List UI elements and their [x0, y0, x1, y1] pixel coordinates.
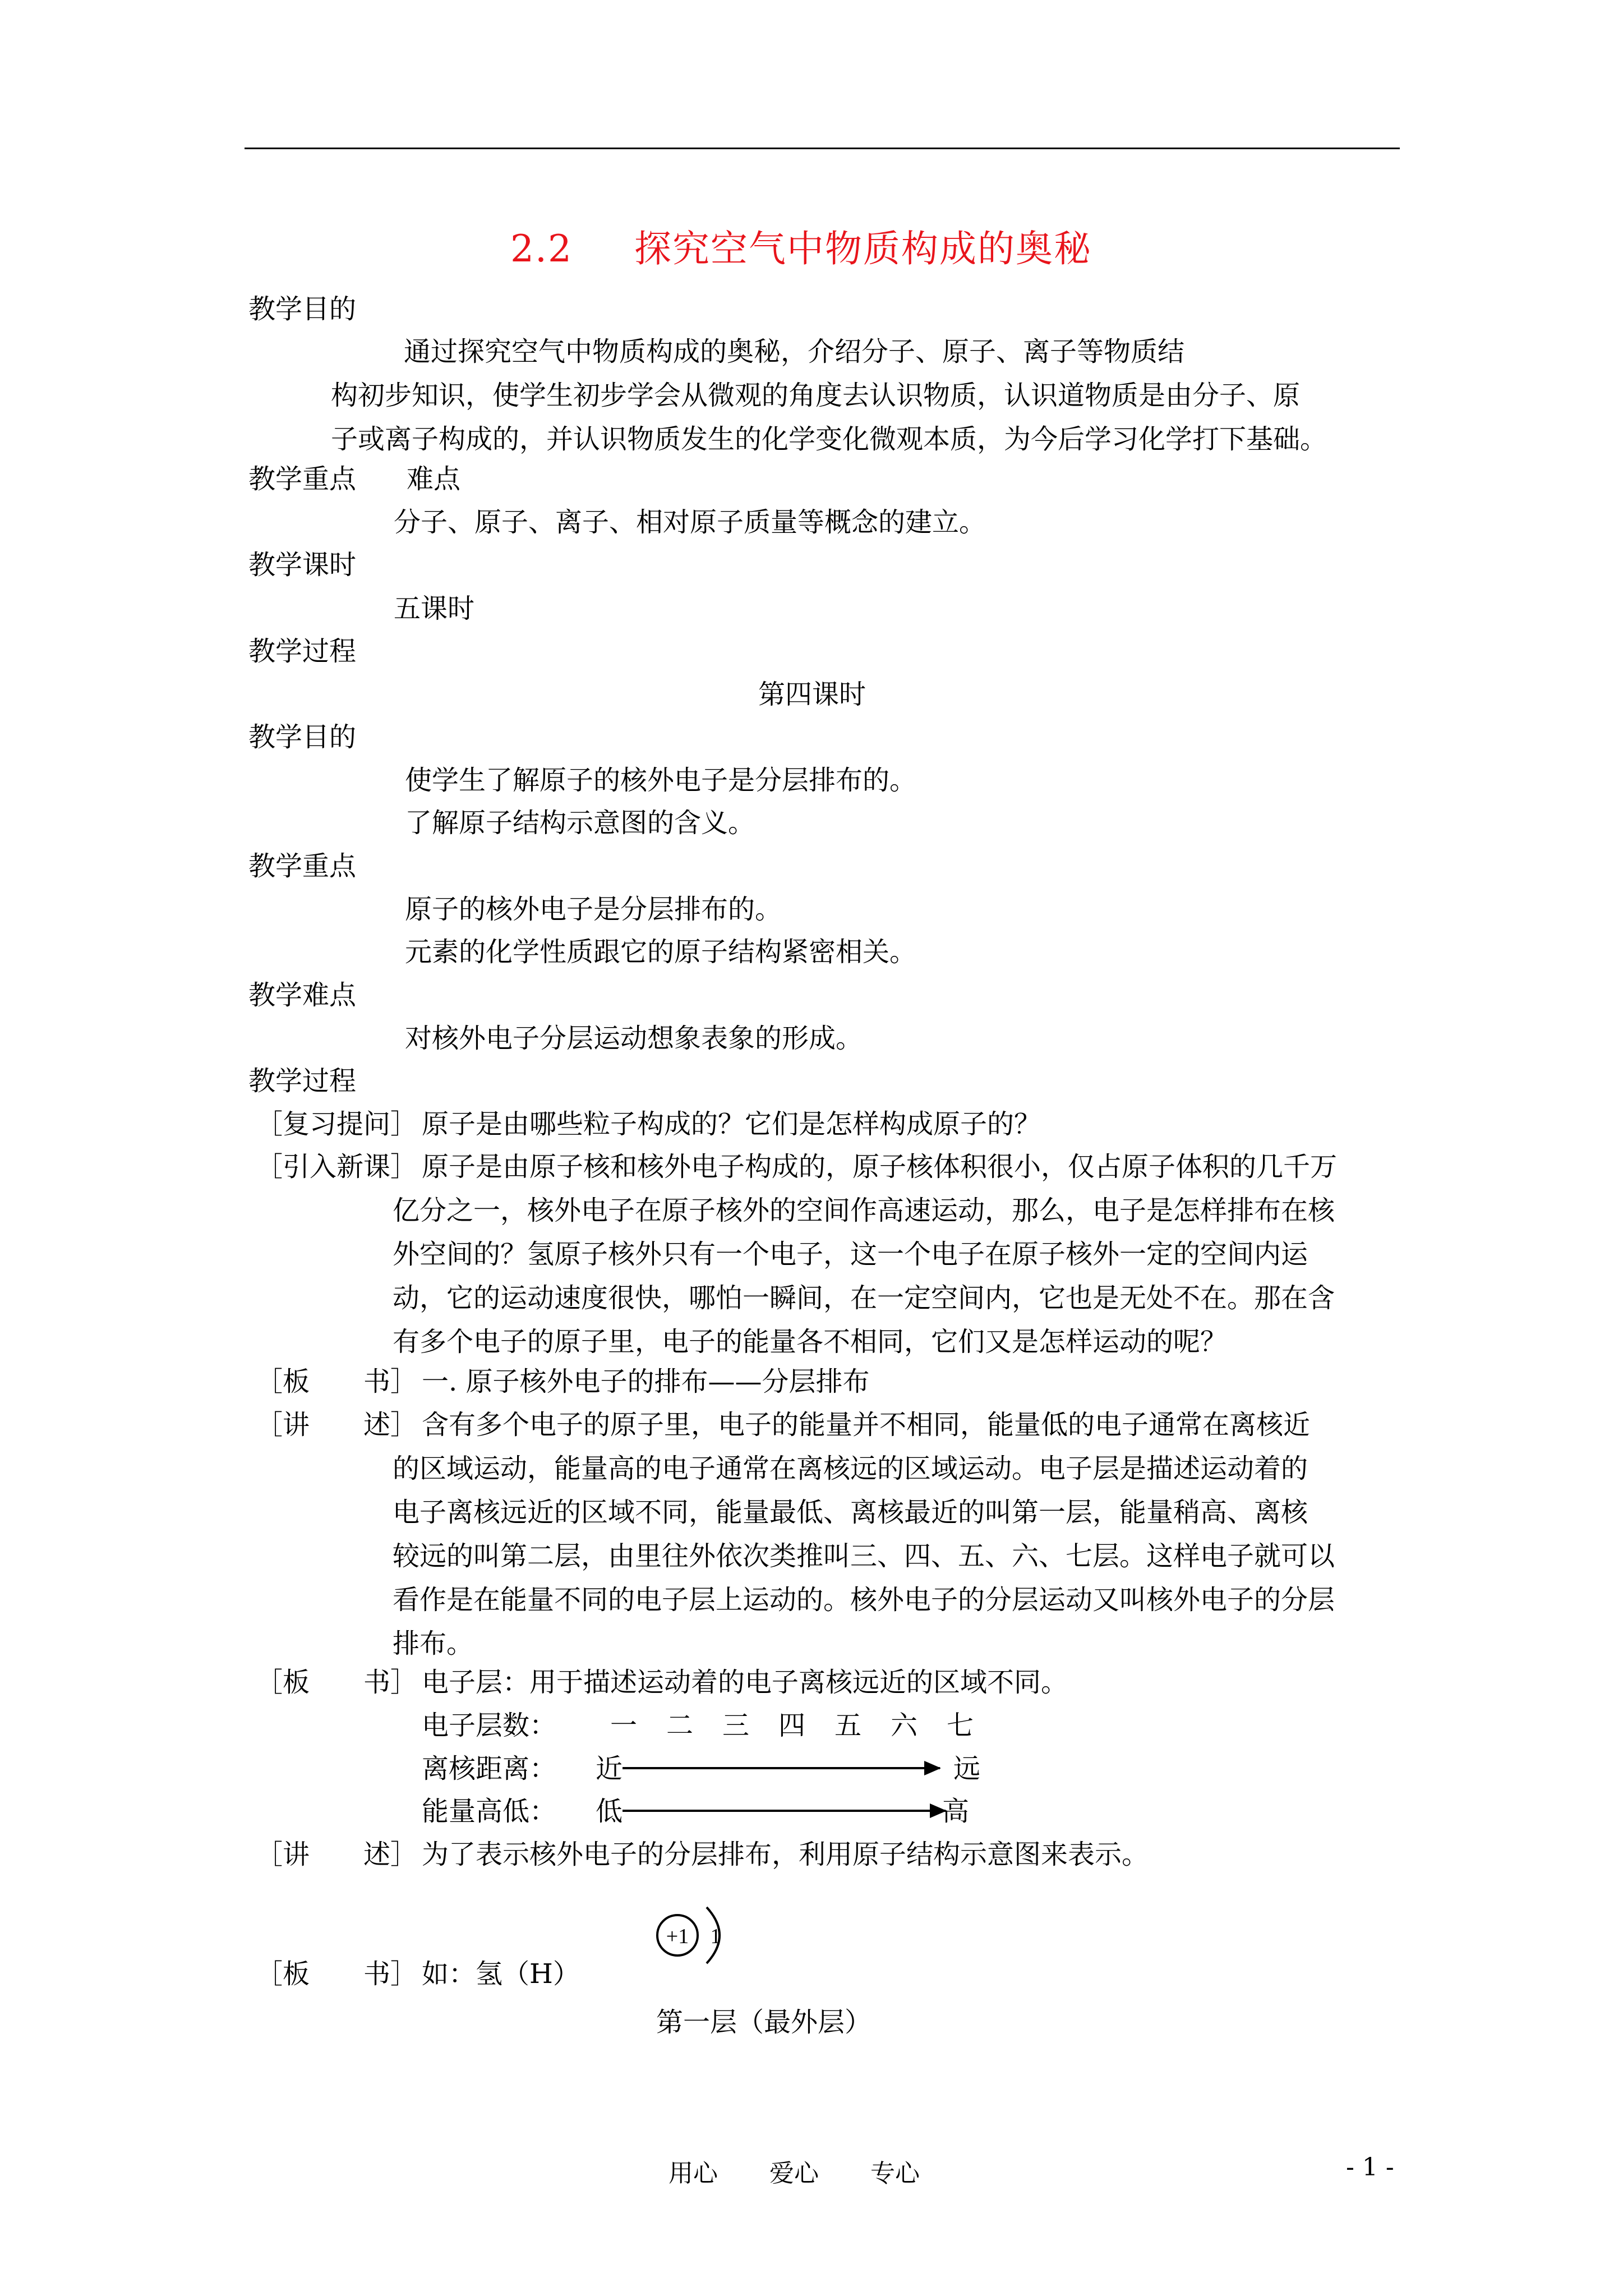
lecture-2-text: 为了表示核外电子的分层排布，利用原子结构示意图来表示。: [422, 1839, 1149, 1870]
footer-slogan-3: 专心: [870, 2159, 920, 2188]
layer-label: 电子层数：: [422, 1710, 557, 1741]
page-number: - 1 -: [1346, 2153, 1394, 2182]
layer-cell: 二: [666, 1710, 693, 1741]
footer-slogan-1: 用心: [668, 2159, 718, 2188]
lesson-key-2: 元素的化学性质跟它的原子结构紧密相关。: [405, 936, 917, 968]
intro-line: 原子是由原子核和核外电子构成的，原子核体积很小，仅占原子体积的几千万: [422, 1151, 1338, 1182]
lecture-line: 含有多个电子的原子里，电子的能量并不相同，能量低的电子通常在离核近: [422, 1409, 1311, 1441]
lesson-key-1: 原子的核外电子是分层排布的。: [405, 894, 782, 925]
goal-line: 构初步知识，使学生初步学会从微观的角度去认识物质，认识道物质是由分子、原: [331, 380, 1301, 411]
distance-label: 离核距离：: [422, 1753, 557, 1784]
page-title: [510, 219, 1092, 272]
board-tag-1: ［板 书］: [256, 1366, 418, 1397]
lecture-1-paragraph: [393, 1403, 1335, 1665]
key-text: 分子、原子、离子、相对原子质量等概念的建立。: [394, 507, 986, 538]
lecture-line: 排布。: [393, 1628, 474, 1659]
board-1-text: 一. 原子核外电子的排布——分层排布: [422, 1366, 870, 1397]
layer-cell: 七: [946, 1710, 974, 1741]
layer-cell: 一: [610, 1710, 637, 1741]
lecture-line: 看作是在能量不同的电子层上运动的。核外电子的分层运动又叫核外电子的分层: [393, 1584, 1335, 1616]
intro-paragraph: [393, 1145, 1337, 1364]
footer-slogan-2: 爱心: [769, 2159, 819, 2188]
lesson-goal-heading: 教学目的: [248, 721, 357, 753]
goal-line: 通过探究空气中物质构成的奥秘，介绍分子、原子、离子等物质结: [404, 336, 1185, 367]
energy-from: 低: [596, 1796, 623, 1827]
review-tag: ［复习提问］: [256, 1108, 418, 1140]
board-tag-3: ［板 书］: [256, 1958, 418, 1990]
distance-to: 远: [953, 1753, 981, 1784]
intro-line: 动，它的运动速度很快，哪怕一瞬间，在一定空间内，它也是无处不在。那在含: [393, 1282, 1335, 1314]
energy-arrow: [623, 1810, 946, 1812]
diagram-caption: 第一层（最外层）: [656, 2007, 872, 2038]
title-text: 探究空气中物质构成的奥秘: [634, 227, 1092, 270]
hours-text: 五课时: [394, 593, 475, 624]
lesson-goal-1: 使学生了解原子的核外电子是分层排布的。: [405, 765, 917, 796]
goal-heading: 教学目的: [248, 293, 357, 325]
lesson-process-heading: 教学过程: [248, 1065, 357, 1097]
hours-heading: 教学课时: [248, 549, 357, 581]
lecture-line: 的区域运动，能量高的电子通常在离核远的区域运动。电子层是描述运动着的: [393, 1453, 1308, 1484]
lecture-line: 较远的叫第二层，由里往外依次类推叫三、四、五、六、七层。这样电子就可以: [393, 1540, 1335, 1572]
section-number: 2.2: [510, 227, 573, 270]
lecture-tag-1: ［讲 述］: [256, 1409, 418, 1441]
lesson-difficulty-text: 对核外电子分层运动想象表象的形成。: [405, 1023, 863, 1054]
goal-paragraph: [331, 330, 1327, 461]
distance-row: [422, 1747, 623, 1791]
energy-to: 高: [942, 1796, 970, 1827]
energy-label: 能量高低：: [422, 1796, 557, 1827]
layer-cell: 六: [890, 1710, 917, 1741]
energy-row: [422, 1789, 623, 1833]
lecture-line: 电子离核远近的区域不同，能量最低、离核最近的叫第一层，能量稍高、离核: [393, 1497, 1308, 1528]
board-tag-2: ［板 书］: [256, 1667, 418, 1698]
layer-row: [422, 1704, 988, 1747]
process-heading: 教学过程: [248, 636, 357, 667]
lesson-key-heading: 教学重点: [248, 850, 357, 882]
electron-count: 1: [710, 1925, 721, 1948]
intro-tag: ［引入新课］: [256, 1151, 418, 1182]
difficulty-heading: 难点: [407, 463, 461, 495]
review-text: 原子是由哪些粒子构成的？它们是怎样构成原子的？: [422, 1108, 1041, 1140]
lesson-goal-2: 了解原子结构示意图的含义。: [405, 807, 755, 839]
layer-cell: 五: [834, 1710, 861, 1741]
key-heading: 教学重点: [248, 463, 357, 495]
hydrogen-atom-diagram: [651, 1898, 740, 1971]
lesson-title: 第四课时: [758, 679, 866, 710]
board-3-text: 如：氢（H）: [422, 1958, 580, 1990]
distance-from: 近: [596, 1753, 623, 1784]
board-2-text: 电子层：用于描述运动着的电子离核远近的区域不同。: [422, 1667, 1068, 1698]
intro-line: 有多个电子的原子里，电子的能量各不相同，它们又是怎样运动的呢？: [393, 1326, 1228, 1358]
goal-line: 子或离子构成的，并认识物质发生的化学变化微观本质，为今后学习化学打下基础。: [331, 424, 1327, 455]
layer-cell: 三: [722, 1710, 749, 1741]
intro-line: 外空间的？氢原子核外只有一个电子，这一个电子在原子核外一定的空间内运: [393, 1239, 1308, 1270]
lecture-tag-2: ［讲 述］: [256, 1839, 418, 1870]
lesson-difficulty-heading: 教学难点: [248, 979, 357, 1011]
nucleus-charge: +1: [666, 1925, 689, 1948]
layer-cell: 四: [778, 1710, 805, 1741]
intro-line: 亿分之一，核外电子在原子核外的空间作高速运动，那么，电子是怎样排布在核: [393, 1195, 1335, 1226]
distance-arrow: [623, 1767, 940, 1769]
header-rule: [245, 148, 1400, 149]
